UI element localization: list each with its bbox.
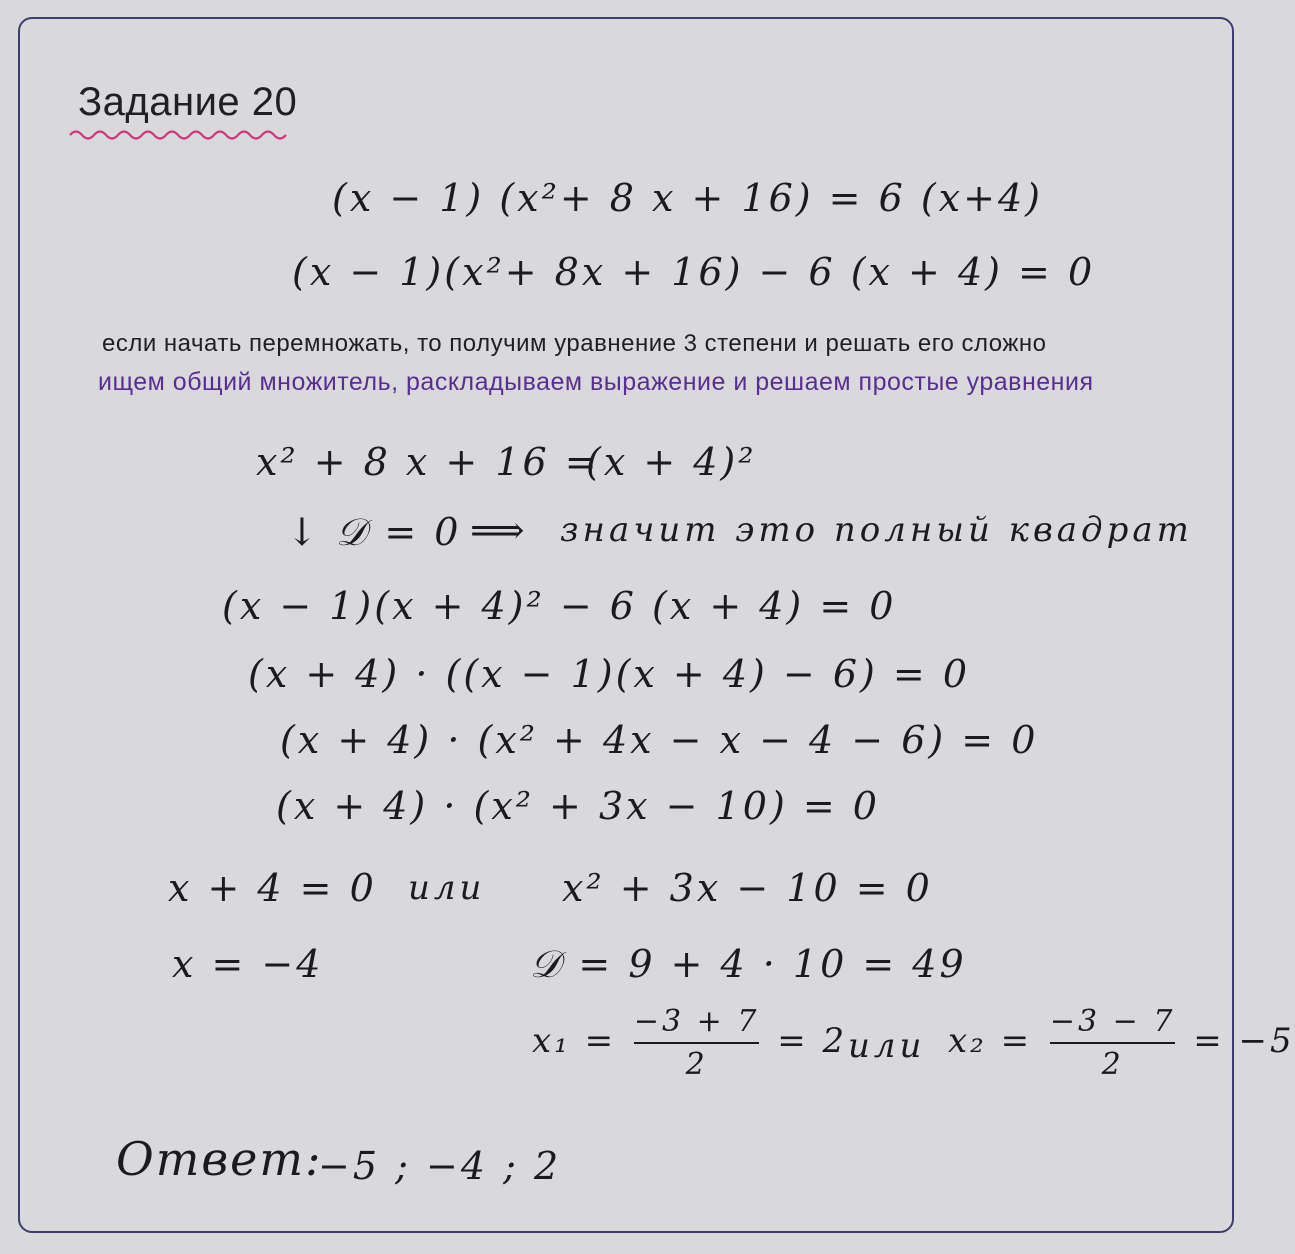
square-lhs: x² + 8 x + 16 = (256, 440, 600, 484)
or-word: или (408, 868, 486, 908)
step-4: (x + 4) · (x² + 3x − 10) = 0 (276, 784, 880, 828)
x1-numerator: −3 + 7 (633, 1004, 760, 1039)
x1-fraction-bar (634, 1042, 760, 1044)
step-1: (x − 1)(x + 4)² − 6 (x + 4) = 0 (222, 584, 897, 628)
answer-value: −5 ; −4 ; 2 (318, 1144, 562, 1188)
x2-label: x₂ = (948, 1021, 1033, 1061)
equation-moved: (x − 1)(x²+ 8x + 16) − 6 (x + 4) = 0 (292, 250, 1096, 294)
x2-numerator: −3 − 7 (1049, 1004, 1176, 1039)
title-wavy-underline (68, 126, 292, 142)
answer-label: Ответ: (116, 1132, 323, 1186)
x2-fraction (1050, 1004, 1176, 1082)
x1-value: = 2 (777, 1021, 848, 1061)
square-rhs: (x + 4)² (586, 440, 757, 484)
or-word-roots: или (848, 1026, 926, 1066)
x2-value: = −5 (1193, 1021, 1295, 1061)
note-difficulty: если начать перемножать, то получим уравнение 3 степени и решать его сложно (102, 330, 1047, 357)
perfect-square-comment: значит это полный квадрат (560, 510, 1193, 550)
x2-denominator: 2 (1101, 1047, 1124, 1082)
root-minus-four: x = −4 (172, 942, 324, 986)
task-title: Задание 20 (78, 80, 298, 124)
root-x2 (948, 1004, 1295, 1082)
case-left-equation: x + 4 = 0 (168, 866, 377, 910)
step-3: (x + 4) · (x² + 4x − x − 4 − 6) = 0 (280, 718, 1039, 762)
discriminant-value: 𝒟 = 9 + 4 · 10 = 49 (530, 942, 967, 986)
equation-original: (x − 1) (x²+ 8 x + 16) = 6 (x+4) (332, 176, 1043, 220)
x1-label: x₁ = (532, 1021, 617, 1061)
implies-arrow: ⟹ (470, 508, 528, 552)
note-method: ищем общий множитель, раскладываем выражение и решаем простые уравнения (98, 368, 1094, 396)
step-2: (x + 4) · ((x − 1)(x + 4) − 6) = 0 (248, 652, 971, 696)
x1-denominator: 2 (685, 1047, 708, 1082)
root-x1 (532, 1004, 847, 1082)
x2-fraction-bar (1050, 1042, 1176, 1044)
case-right-equation: x² + 3x − 10 = 0 (562, 866, 933, 910)
x1-fraction (634, 1004, 760, 1082)
discriminant-zero: ↓ 𝒟 = 0 (286, 510, 462, 554)
